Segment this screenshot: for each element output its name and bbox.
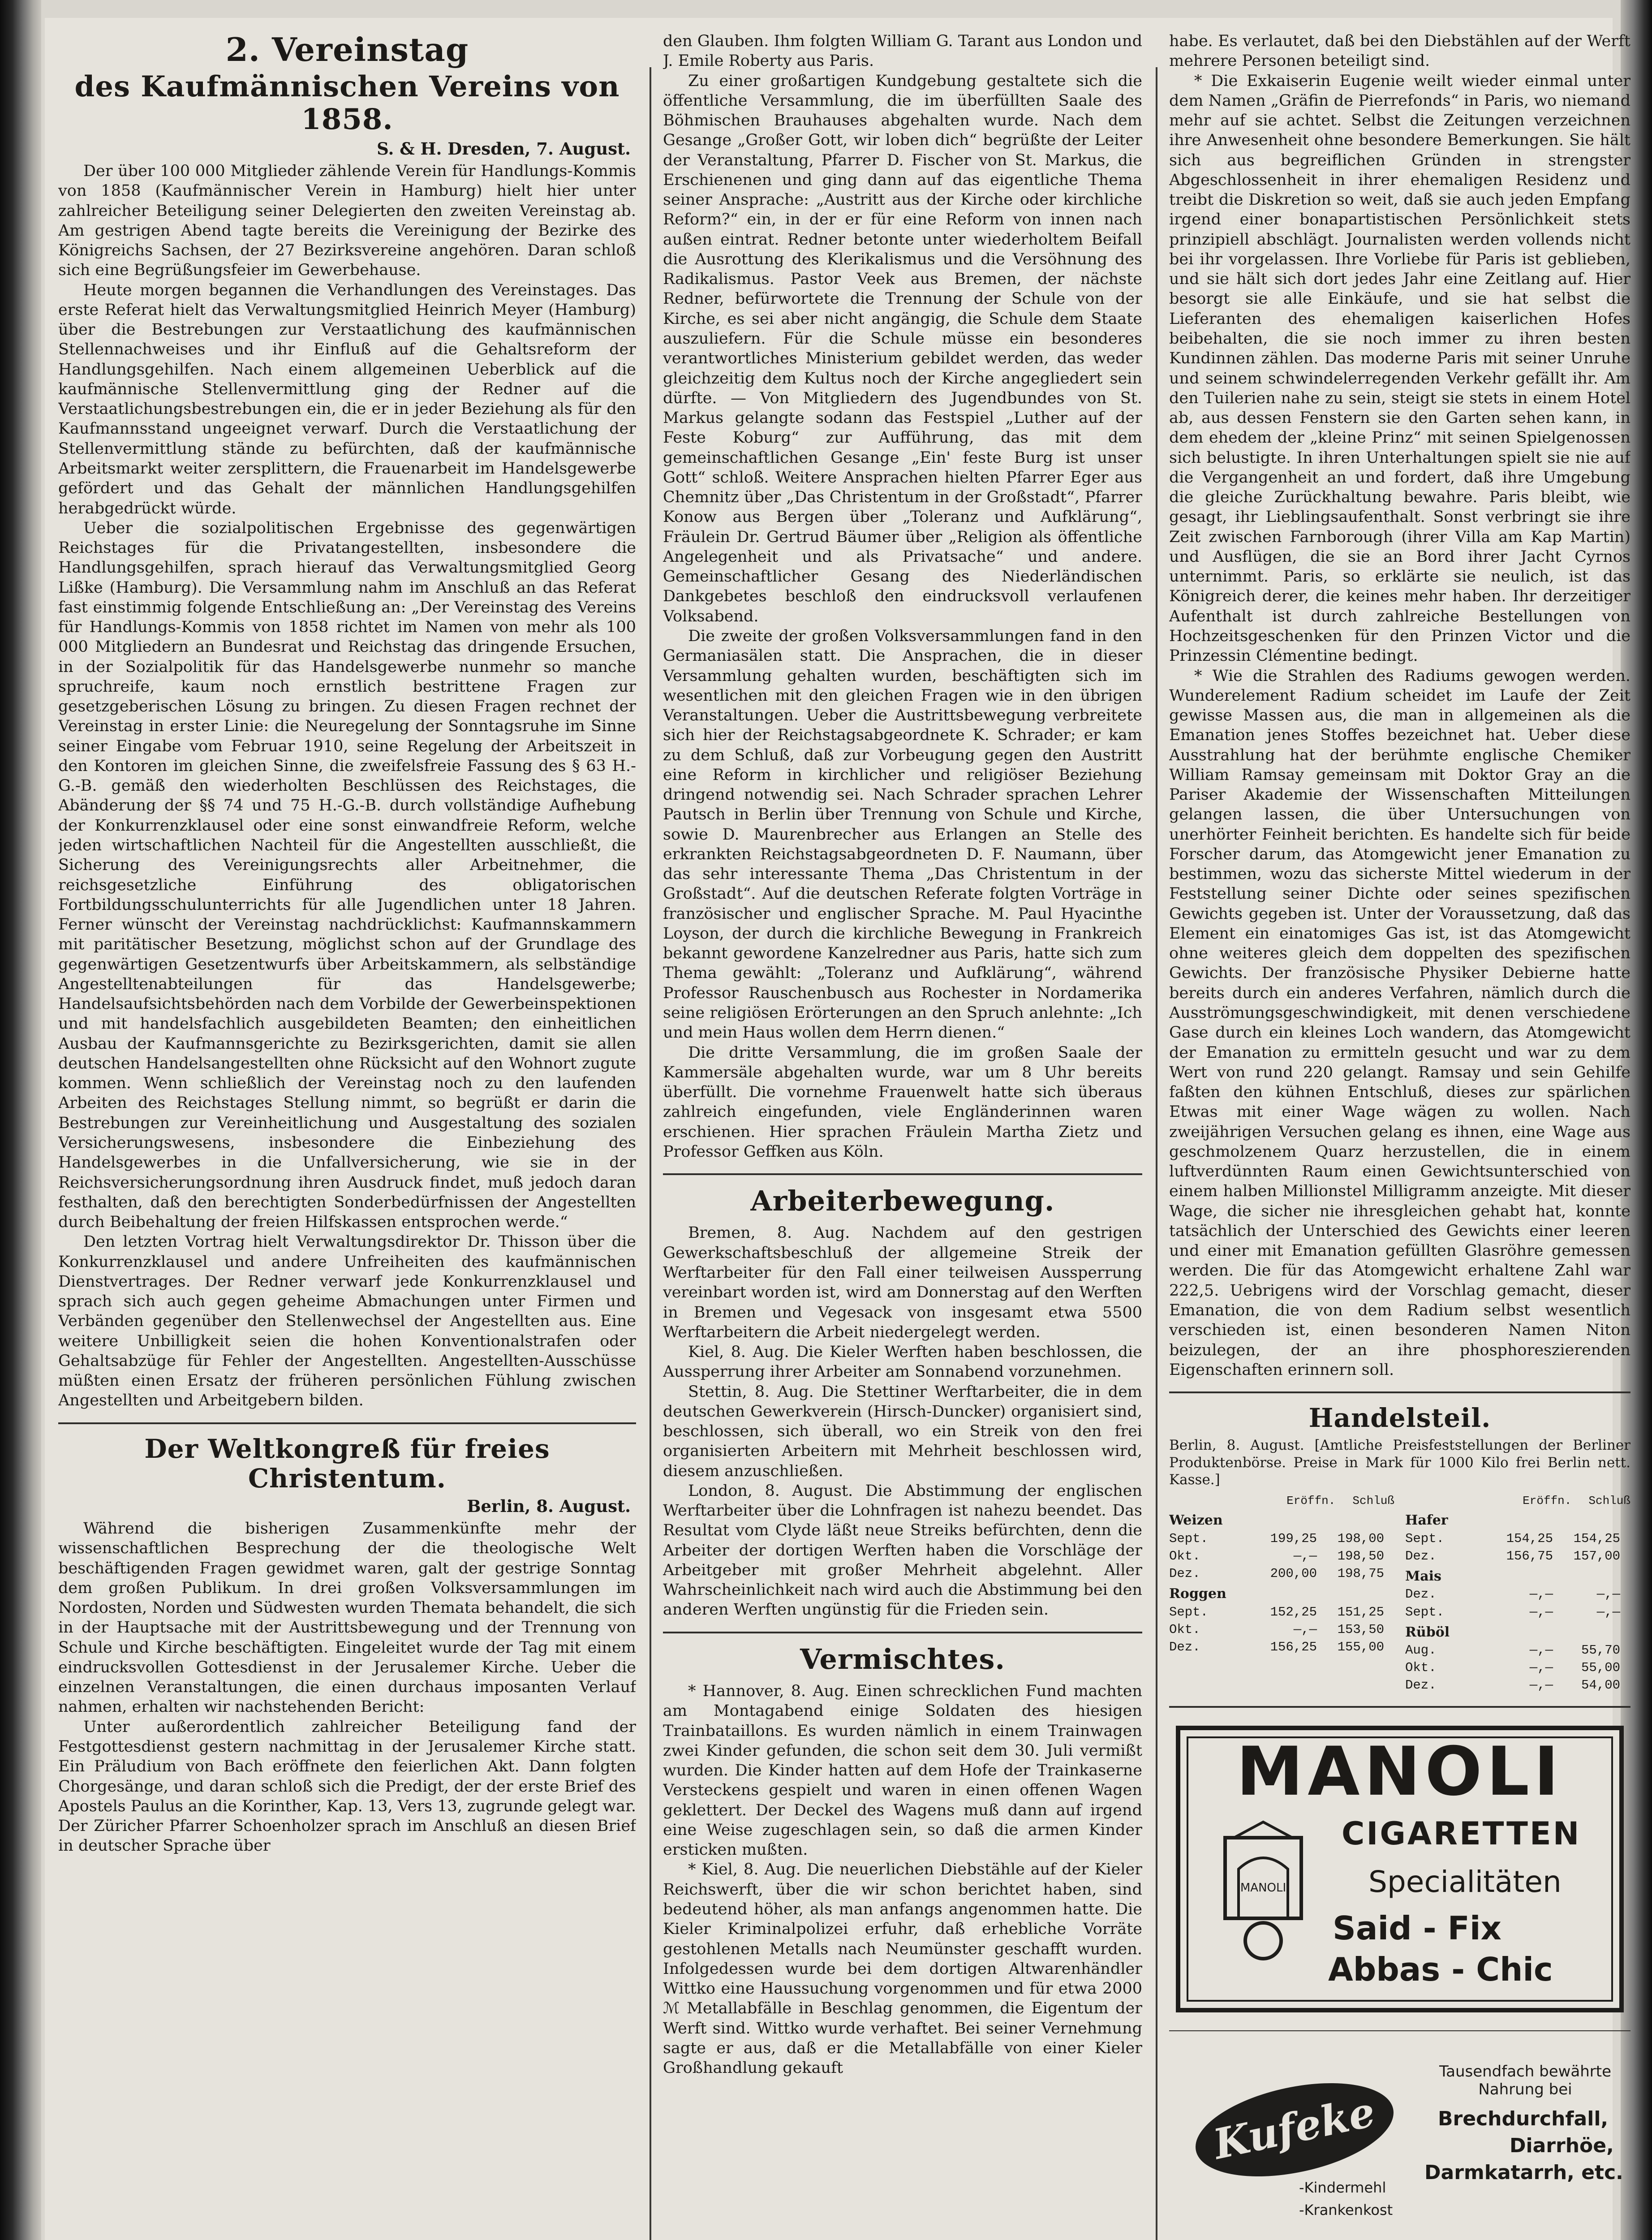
delivery-month: Okt. <box>1169 1622 1200 1637</box>
closing-price: —,— <box>1596 1587 1620 1602</box>
price-header <box>1169 1493 1394 1509</box>
paragraph: habe. Es verlautet, daß bei den Diebstählen auf der Werft mehrere Personen beteiligt sind. <box>1169 32 1630 70</box>
paragraph: Die dritte Versammlung, die im großen Saale der Kammersäle abgehalten wurde, war um 8 Uhr bereits überfüllt. Die vornehme Frauenwelt hatte sich überaus zahlreich eingefunden, viele Engländerinnen waren erschienen. Hier sprachen Fräulein Martha Zietz und Professor Geffken aus Köln. <box>663 1043 1142 1161</box>
col-header-close: Schluß <box>1588 1494 1630 1508</box>
section-divider <box>663 1632 1142 1633</box>
paragraph: * Die Exkaiserin Eugenie weilt wieder einmal unter dem Namen „Gräfin de Pierrefonds“ in Paris, wo niemand mehr auf sie achtet. Selbst die Zeitungen verzeichnen ihre Anwesenheit ohne besondere Bemerkungen. Sie hält sich aus begreiflichen Gründen in strengster Abgeschlossenheit in ihrer ehemaligen Residenz und treibt die Diskretion so weit, daß sie auch jeden Empfang irgend einer bonapartistischen Persönlichkeit stets prinzipiell abschlägt. Journalisten werden vollends nicht bei ihr vorgelassen. Ihre Vorliebe für Paris ist geblieben, und sie hält sich dort jedes Jahr eine Zeitlang auf. Hier besorgt sie alle Einkäufe, und sie hat selbst die Lieferanten des ehemaligen kaiserlichen Hofes beibehalten, die sie noch immer zu ihren besten Kundinnen zählen. Das moderne Paris mit seiner Unruhe und seinem schwindelerregenden Verkehr gefällt ihr. Am den Tuilerien nahe zu sein, steigt sie stets in einem Hotel ab, aus dessen Fenstern sie den Garten sehen kann, in dem ehedem der „kleine Prinz“ mit seinen Spielgenossen sich belustigte. In ihren Unterhaltungen spielt sie nie auf die Vergangenheit an und fordert, daß ihre Umgebung die gleiche Zurückhaltung bewahre. Paris bleibt, wie gesagt, ihr Lieblingsaufenthalt. Sonst verbringt sie ihre Zeit zwischen Farnborough (ihrer Villa am Kap Martin) und Ausflügen, die sie an Bord ihrer Jacht Cyrnos unternimmt. Paris, so erklärte sie neulich, ist das Königreich derer, die keines mehr haben. Ihr derzeitiger Aufenthalt ist durch zahlreiche Bestellungen von Hochzeitsgeschenken für den Prinzen Victor und die Prinzessin Clémentine bedingt. <box>1169 72 1630 665</box>
paragraph: Kiel, 8. Aug. Die Kieler Werften haben beschlossen, die Aussperrung ihrer Arbeiter am Sonnabend vorzunehmen. <box>663 1343 1142 1381</box>
column-2 <box>663 31 1142 2240</box>
paragraph: London, 8. August. Die Abstimmung der englischen Werftarbeiter über die Lohnfragen ist nahezu beendet. Das Resultat vom Clyde läßt neue Streiks befürchten, denn die Arbeiter der dortigen Werften haben die Vorschläge der Arbeitgeber mit großer Mehrheit abgelehnt. Aller Wahrscheinlichkeit nach wird auch die Abstimmung bei den anderen Werften ungünstig für die Frieden sein. <box>663 1482 1142 1619</box>
paragraph: Der über 100 000 Mitglieder zählende Verein für Handlungs-Kommis von 1858 (Kaufmännischer Verein in Hamburg) hielt hier unter zahlreicher Beteiligung seiner Delegierten den zweiten Vereinstag ab. Am gestrigen Abend tagte bereits die Vereinigung der Bezirke des Königreichs Sachsen, der 27 Bezirksvereine angehören. Daran schloß sich eine Begrüßungsfeier im Gewerbehause. <box>58 162 636 280</box>
commodity-label: Mais <box>1405 1568 1441 1584</box>
ad-brand: MANOLI <box>1236 1732 1563 1811</box>
section-divider <box>663 1173 1142 1175</box>
scan-edge-left <box>0 0 41 2240</box>
delivery-month: Okt. <box>1405 1660 1437 1676</box>
paragraph: Den letzten Vortrag hielt Verwaltungsdirektor Dr. Thisson über die Konkurrenzklausel und andere Unfreiheiten des kaufmännischen Dienstvertrages. Der Redner verwarf jede Konkurrenzklausel und sprach sich auch gegen geheime Abmachungen unter Firmen und Verbänden gegenüber den Stellenwechsel der Angestellten aus. Eine weitere Unbilligkeit seien die hohen Konventionalstrafen oder Gehaltsabzüge für Fehler der Angestellten. Angestellten-Ausschüsse müßten einen Ersatz der früheren persönlichen Fühlung zwischen Angestellten und Arbeitgebern bilden. <box>58 1233 636 1410</box>
ad-indication: Diarrhöe, <box>1510 2134 1614 2157</box>
article-title: Der Weltkongreß für freies Christentum. <box>144 1433 550 1494</box>
delivery-month: Dez. <box>1405 1548 1437 1564</box>
closing-price: 151,25 <box>1337 1604 1384 1620</box>
closing-price: 55,70 <box>1581 1643 1620 1658</box>
paragraph: Ueber die sozialpolitischen Ergebnisse des gegenwärtigen Reichstages für die Privatangestellten, insbesondere die Handlungsgehilfen, sprach hierauf das Verwaltungsmitglied Georg Lißke (Hamburg). Die Versammlung nahm im Anschluß an das Referat fast einstimmig folgende Entschließung an: „Der Vereinstag des Vereins für Handlungs-Kommis von 1858 richtet im Namen von mehr als 100 000 Mitgliedern an Bundesrat und Reichstag das dringende Ersuchen, in der Sozialpolitik für das Handelsgewerbe nunmehr so manche spruchreife, kaum noch ernstlich bestrittene Fragen zur gesetzgeberischen Lösung zu bringen. Zu diesen Fragen rechnet der Vereinstag in erster Linie: die Neuregelung der Sonntagsruhe im Sinne seiner Eingabe vom Februar 1910, seine Regelung der Arbeitszeit in den Kontoren im gleichen Sinne, die zweifelsfreie Fassung des § 63 H.-G.-B. gemäß den wiederholten Beschlüssen des Reichstages, die Abänderung der §§ 74 und 75 H.-G.-B. durch vollständige Aufhebung der Konkurrenzklausel oder eine sonst einwandfreie Reform, welche jeden wirtschaftlichen Nachteil für die Angestellten ausschließt, die Sicherung des Vereinigungsrechts aller Arbeitnehmer, die reichsgesetzliche Einführung des obligatorischen Fortbildungsschulunterrichts für alle Jugendlichen unter 18 Jahren. Ferner wünscht der Vereinstag nachdrücklichst: Kaufmannskammern mit paritätischer Besetzung, möglichst schon auf der Grundlage des gegenwärtigen Gesetzentwurfs über Arbeitskammern, als selbständige Angestelltenabteilungen für das Handelsgewerbe; Handelsaufsichtsbehörden nach dem Vorbilde der Gewerbeinspektionen und mit handelsfachlich ausgebildeten Beamten; den einheitlichen Ausbau der Kaufmannsgerichte zu Bezirksgerichten, damit sie allen deutschen Handelsangestellten ohne Rücksicht auf den Wohnort zugute kommen. Wenn schließlich der Vereinstag noch zu den laufenden Arbeiten des Reichstages Stellung nimmt, so begrüßt er darin die Bestrebungen zur Vereinheitlichung und Ausgestaltung des sozialen Versicherungswesens, insbesondere die Einbeziehung des Handelsgewerbes in die Unfallversicherung, wie sie in der Reichsversicherungsordnung ihren Ausdruck findet, muß jedoch daran festhalten, daß den berechtigten Sonderbedürfnissen der Angestellten durch Beibehaltung der freien Hilfskassen entsprochen werde.“ <box>58 519 636 1232</box>
ad-indication: Darmkatarrh, etc. <box>1424 2161 1623 2184</box>
commodity-label: Weizen <box>1169 1512 1223 1529</box>
paragraph: Unter außerordentlich zahlreicher Beteiligung fand der Festgottesdienst gestern nachmittag in der Jerusalemer Kirche statt. Ein Präludium von Bach eröffnete den feierlichen Akt. Dann folgten Chorgesänge, und daran schloß sich die Predigt, der der erste Brief des Apostels Paulus an die Korinther, Kap. 13, Vers 13, zugrunde gelegt war. Der Züricher Pfarrer Schoenholzer sprach im Anschluß an diesen Brief in deutscher Sprache über <box>58 1718 636 1855</box>
opening-price: 156,75 <box>1506 1548 1553 1564</box>
price-row <box>1169 1621 1394 1638</box>
price-row <box>1405 1676 1630 1694</box>
article-body <box>663 1681 1142 2078</box>
ad-tagline: Specialitäten <box>1368 1864 1562 1899</box>
column-3 <box>1169 31 1630 2240</box>
price-row <box>1405 1530 1630 1547</box>
delivery-month: Dez. <box>1405 1678 1437 1693</box>
delivery-month: Sept. <box>1169 1531 1209 1546</box>
paragraph: Zu einer großartigen Kundgebung gestaltete sich die öffentliche Versammlung, die im überfüllten Saale des Böhmischen Brauhauses abgehalten wurde. Nach dem Gesange „Großer Gott, wir loben dich“ begrüßte der Leiter der Veranstaltung, Pfarrer D. Fischer von St. Markus, die Erschienenen und ging dann auf das eigentliche Thema seiner Ansprache: „Austritt aus der Kirche oder kirchliche Reform?“ ein, in der er für eine Reform von innen nach außen eintrat. Redner betonte unter wiederholtem Beifall die Ausrottung des Klerikalismus und die Versöhnung des Radikalismus. Pastor Veek aus Bremen, der nächste Redner, befürwortete die Trennung der Schule von der Kirche, es sei aber nicht angängig, die Schule dem Staate auszuliefern. Für die Schule müsse ein besonderes verantwortliches Ministerium gebildet werden, das weder gleichzeitig dem Kultus noch der Kirche angegliedert sein dürfte. — Von Mitgliedern des Jugendbundes von St. Markus gelangte sodann das Festspiel „Luther auf der Feste Koburg“ zur Aufführung, das mit dem gemeinschaftlichen Gesange „Ein' feste Burg ist unser Gott“ schloß. Weitere Ansprachen hielten Pfarrer Eger aus Chemnitz über „Das Christentum in der Großstadt“, Pfarrer Konow aus Bergen über „Toleranz und Aufklärung“, Fräulein Dr. Gertrud Bäumer über „Religion als öffentliche Angelegenheit und als Privatsache“ und andere. Gemeinschaftlicher Gesang des Niederländischen Dankgebetes beschloß den eindrucksvoll verlaufenen Volksabend. <box>663 72 1142 625</box>
kufeke-brand-text: Kufeke <box>1209 2087 1380 2169</box>
price-row <box>1405 1659 1630 1676</box>
delivery-month: Dez. <box>1169 1639 1200 1654</box>
closing-price: 154,25 <box>1573 1531 1620 1546</box>
opening-price: —,— <box>1293 1548 1317 1564</box>
opening-price: 152,25 <box>1270 1604 1317 1620</box>
market-intro: Berlin, 8. August. [Amtliche Preisfeststellungen der Berliner Produktenbörse. Preise in Mark für 1000 Kilo frei Berlin nett. Kasse.] <box>1169 1437 1630 1488</box>
price-table-right <box>1405 1493 1630 1694</box>
delivery-month: Sept. <box>1405 1604 1445 1620</box>
column-rule <box>1156 67 1157 2240</box>
price-row <box>1405 1603 1630 1621</box>
delivery-month: Dez. <box>1405 1587 1437 1602</box>
opening-price: —,— <box>1529 1660 1553 1676</box>
manoli-advertisement <box>1176 1726 1624 2012</box>
kufeke-logo-icon <box>1187 2072 1402 2188</box>
paragraph: Die zweite der großen Volksversammlungen fand in den Germaniasälen statt. Die Ansprachen, die in dieser Versammlung gehalten wurden, beschäftigten sich im wesentlichen mit den gleichen Fragen wie in den übrigen Veranstaltungen. Ueber die Austrittsbewegung verbreitete sich hier der Reichstagsabgeordnete K. Schrader; er kam zu dem Schluß, daß zur Vorbeugung gegen den Austritt eine Reform in kirchlicher und religiöser Beziehung dringend notwendig sei. Nach Schrader sprachen Lehrer Pautsch in Berlin über Trennung von Schule und Kirche, sowie D. Maurenbrecher aus Erlangen an Stelle des erkrankten Reichstagsabgeordneten D. F. Naumann, über das sehr interessante Thema „Das Christentum in der Großstadt“. Auf die deutschen Referate folgten Vorträge in französischer und englischer Sprache. M. Paul Hyacinthe Loyson, der durch die kirchliche Bewegung in Frankreich bekannt gewordene Kanzelredner aus Paris, hatte sich zum Thema gewählt: „Toleranz und Aufklärung“, während Professor Rauschenbusch aus Rochester in Nordamerika seine religiösen Erörterungen an den Spruch anlehnte: „Ich und mein Haus wollen dem Herrn dienen.“ <box>663 627 1142 1042</box>
kufeke-advertisement <box>1169 2058 1630 2240</box>
ad-indication: Brechdurchfall, <box>1438 2107 1609 2130</box>
opening-price: 199,25 <box>1270 1531 1317 1546</box>
paragraph: den Glauben. Ihm folgten William G. Tarant aus London und J. Emile Roberty aus Paris. <box>663 32 1142 70</box>
closing-price: 157,00 <box>1573 1548 1620 1564</box>
ad-product: -Krankenkost <box>1299 2201 1393 2218</box>
emblem-text: MANOLI <box>1240 1881 1286 1895</box>
ad-product: -Kindermehl <box>1299 2179 1386 2196</box>
col-header-open: Eröffn. <box>1286 1494 1336 1508</box>
opening-price: —,— <box>1529 1678 1553 1693</box>
ad-varieties: Abbas - Chic <box>1328 1950 1553 1988</box>
closing-price: 198,75 <box>1337 1566 1384 1581</box>
manoli-emblem-icon <box>1207 1820 1319 1968</box>
section-title: Handelsteil. <box>1308 1403 1491 1434</box>
closing-price: —,— <box>1596 1604 1620 1620</box>
column-rule <box>650 67 651 2240</box>
section-divider <box>1169 1391 1630 1393</box>
paragraph: Stettin, 8. Aug. Die Stettiner Werftarbeiter, die in dem deutschen Gewerkverein (Hirsch-Duncker) organisiert sind, beschlossen, sich überall, wo ein Streik von den frei organisierten Arbeitern mit Mehrheit beschlossen wird, diesem anzuschließen. <box>663 1383 1142 1480</box>
closing-price: 54,00 <box>1581 1678 1620 1693</box>
commodity-label: Hafer <box>1405 1512 1448 1529</box>
paragraph: Heute morgen begannen die Verhandlungen des Vereinstages. Das erste Referat hielt das Verwaltungsmitglied Heinrich Meyer (Hamburg) über die Bestrebungen zur Verstaatlichung des kaufmännischen Stellennachweises und ihr Einfluß auf die Gehaltsreform der Handlungsgehilfen. Nach einem allgemeinen Ueberblick auf die kaufmännische Stellenvermittlung ging der Redner auf die Verstaatlichungsbestrebungen ein, die er in jeder Beziehung als für den Kaufmannsstand ungeeignet verwarf. Durch die Verstaatlichung der Stellenvermittlung stände zu befürchten, daß der kaufmännische Arbeitsmarkt weiter zersplittern, die Frauenarbeit im Handelsgewerbe gefördert und das Gehalt der männlichen Handlungsgehilfen herabgedrückt würde. <box>58 281 636 517</box>
price-row <box>1405 1585 1630 1603</box>
price-header <box>1405 1493 1630 1509</box>
opening-price: 156,25 <box>1270 1639 1317 1654</box>
section-title: Arbeiterbewegung. <box>750 1185 1055 1218</box>
price-row <box>1405 1547 1630 1565</box>
article-title: des Kaufmännischen Vereins von 1858. <box>74 69 620 137</box>
price-row <box>1169 1530 1394 1547</box>
price-row <box>1169 1547 1394 1565</box>
opening-price: —,— <box>1529 1643 1553 1658</box>
commodity-label: Rüböl <box>1405 1624 1450 1640</box>
closing-price: 55,00 <box>1581 1660 1620 1676</box>
article-title: 2. Vereinstag <box>225 31 469 69</box>
article-body <box>58 161 636 1411</box>
section-divider <box>1169 2030 1630 2031</box>
ad-varieties: Said - Fix <box>1333 1909 1501 1947</box>
delivery-month: Sept. <box>1169 1604 1209 1620</box>
price-table <box>1169 1493 1630 1694</box>
price-row <box>1169 1565 1394 1582</box>
opening-price: —,— <box>1293 1622 1317 1637</box>
delivery-month: Dez. <box>1169 1566 1200 1581</box>
article-body <box>58 1519 636 1856</box>
delivery-month: Okt. <box>1169 1548 1200 1564</box>
commodity-label: Roggen <box>1169 1586 1226 1602</box>
article-body <box>663 1223 1142 1620</box>
delivery-month: Aug. <box>1405 1643 1437 1658</box>
section-divider <box>1169 1706 1630 1708</box>
paragraph: Bremen, 8. Aug. Nachdem auf den gestrigen Gewerkschaftsbeschluß der allgemeine Streik der Werftarbeiter für den Fall einer teilweisen Aussperrung vereinbart worden ist, wird am Donnerstag auf den Werften in Bremen und Vegesack von insgesamt etwa 5500 Werftarbeitern die Arbeit niedergelegt werden. <box>663 1224 1142 1341</box>
opening-price: —,— <box>1529 1587 1553 1602</box>
opening-price: —,— <box>1529 1604 1553 1620</box>
dateline: Berlin, 8. August. <box>467 1496 631 1516</box>
article-body <box>663 31 1142 1162</box>
paragraph: * Wie die Strahlen des Radiums gewogen werden. Wunderelement Radium scheidet im Laufe der Zeit gewisse Massen aus, die man in allgemeinen als die Emanation jenes Stoffes bezeichnet hat. Ueber diese Ausstrahlung hat der berühmte englische Chemiker William Ramsay gemeinsam mit Doktor Gray an die Pariser Akademie der Wissenschaften Mitteilungen gelangen lassen, die über Untersuchungen von unerhörter Feinheit berichten. Es handelte sich für beide Forscher darum, das Atomgewicht jener Emanation zu bestimmen, wozu das sicherste Mittel wiederum in der Feststellung seiner Dichte oder seines spezifischen Gewichts gegeben ist. Unter der Voraussetzung, daß das Element ein einatomiges Gas ist, ist das Atomgewicht ohne weiteres gleich dem doppelten des spezifischen Gewichts. Der französische Physiker Debierne hatte bereits durch ein anderes Verfahren, nämlich durch die Ausströmungsgeschwindigkeit, mit denen verschiedene Gase durch ein kleines Loch wandern, das Atomgewicht der Emanation zu ermitteln gesucht und war zu dem Wert von rund 220 gelangt. Ramsay und sein Gehilfe faßten den kühnen Entschluß, dieses zur spärlichen Etwas mit einer Wage wägen zu wollen. Nach zweijährigen Versuchen gelang es ihnen, eine Wage aus geschmolzenem Quarz herzustellen, die in einem luftverdünnten Raum einen Gewichtsunterschied von einem halben Millionstel Milligramm anzeigte. Mit dieser Wage, die sicher nie ihresgleichen gehabt hat, konnte tatsächlich der Unterschied des Gewichts einer leeren und einer mit Emanation gefüllten Glasröhre gemessen werden. Die für das Atomgewicht erhaltene Zahl war 222,5. Uebrigens wird der Vorschlag gemacht, dieser Emanation, die von dem Radium selbst wesentlich verschieden ist, einen besonderen Namen Niton beizulegen, der an ihre phosphoreszierenden Eigenschaften erinnern soll. <box>1169 667 1630 1379</box>
opening-price: 154,25 <box>1506 1531 1553 1546</box>
section-title: Vermischtes. <box>800 1642 1005 1676</box>
closing-price: 198,00 <box>1337 1531 1384 1546</box>
col-header-open: Eröffn. <box>1523 1494 1572 1508</box>
paragraph: Während die bisherigen Zusammenkünfte mehr der wissenschaftlichen Besprechung der die theologische Welt beschäftigenden Fragen gewidmet waren, galt der gestrige Sonntag dem großen Publikum. In drei großen Volksversammlungen im Nordosten, Norden und Südwesten wurden Themata behandelt, die sich in der Hauptsache mit der Austrittsbewegung und der Trennung von Schule und Kirche beschäftigten. Eingeleitet wurde der Tag mit einem eindrucksvollen Gottesdienst in der Jerusalemer Kirche. Ueber die einzelnen Veranstaltungen, die einen durchaus imposanten Verlauf nahmen, erhalten wir nachstehenden Bericht: <box>58 1520 636 1716</box>
ad-tagline: Tausendfach bewährte Nahrung bei <box>1439 2062 1612 2099</box>
delivery-month: Sept. <box>1405 1531 1445 1546</box>
paragraph: * Kiel, 8. Aug. Die neuerlichen Diebstähle auf der Kieler Reichswerft, über die wir schon berichtet haben, sind bedeutend höher, als man anfangs angenommen hatte. Die Kieler Kriminalpolizei erfuhr, daß erhebliche Vorräte gestohlenen Metalls nach Neumünster geschafft wurden. Infolgedessen wurde bei dem dortigen Altwarenhändler Wittko eine Haussuchung vorgenommen und für etwa 2000 ℳ Metallabfälle in Beschlag genommen, die Eigentum der Werft sind. Wittko wurde verhaftet. Bei seiner Vernehmung sagte er aus, daß er die Metallabfälle von einer Kieler Großhandlung gekauft <box>663 1861 1142 2077</box>
opening-price: 200,00 <box>1270 1566 1317 1581</box>
paragraph: * Hannover, 8. Aug. Einen schrecklichen Fund machten am Montagabend einige Soldaten des hiesigen Trainbataillons. Es wurden nämlich in einem Trainwagen zwei Kinder gefunden, die schon seit dem 30. Juli vermißt wurden. Die Kinder hatten auf dem Hofe der Trainkaserne Versteckens gespielt und waren in einen offenen Wagen geklettert. Der Deckel des Wagens muß dann auf irgend eine Weise zugeschlagen sein, so daß die armen Kinder ersticken mußten. <box>663 1682 1142 1859</box>
price-row <box>1405 1641 1630 1659</box>
article-body <box>1169 31 1630 1380</box>
ad-product: CIGARETTEN <box>1342 1815 1581 1852</box>
price-row <box>1169 1603 1394 1621</box>
column-1 <box>58 31 636 2240</box>
col-header-close: Schluß <box>1352 1494 1394 1508</box>
section-divider <box>58 1422 636 1424</box>
price-table-left <box>1169 1493 1394 1694</box>
closing-price: 153,50 <box>1337 1622 1384 1637</box>
closing-price: 198,50 <box>1337 1548 1384 1564</box>
dateline: S. & H. Dresden, 7. August. <box>377 138 631 159</box>
closing-price: 155,00 <box>1337 1639 1384 1654</box>
price-row <box>1169 1638 1394 1656</box>
